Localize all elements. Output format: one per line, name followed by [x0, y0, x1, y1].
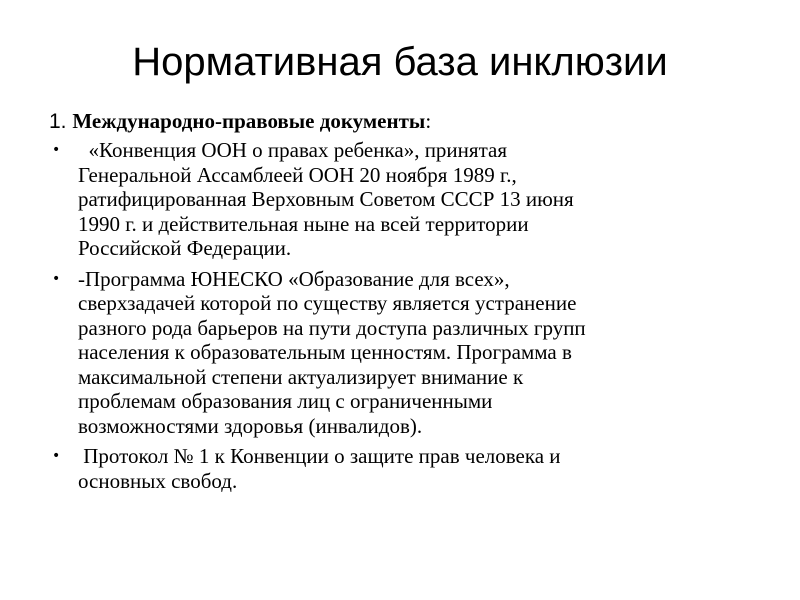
list-item-protocol [52, 444, 752, 493]
list-item-line: сверхзадачей которой по существу является устранение [78, 291, 577, 315]
bullet-list [52, 138, 752, 499]
list-item-line: населения к образовательным ценностям. Программа в [78, 340, 572, 364]
bullet-icon: • [52, 270, 61, 287]
list-item-line: Российской Федерации. [78, 236, 292, 260]
list-item-line: -Программа ЮНЕСКО «Образование для всех», [78, 266, 510, 291]
list-item-line: разного рода барьеров на пути доступа различных групп [78, 315, 586, 340]
list-item-line: максимальной степени актуализирует внимание к [78, 364, 524, 389]
list-item-line: возможностями здоровья (инвалидов). [78, 413, 423, 438]
list-item-line: Генеральной Ассамблеей ООН 20 ноября 1989 г., [78, 162, 517, 187]
list-item-line: ратифицированная Верховным Советом СССР 13 июня [78, 187, 574, 211]
list-item-convention [52, 138, 752, 261]
section-heading-suffix: : [425, 109, 432, 133]
slide-title: Нормативная база инклюзии [132, 40, 668, 84]
bullet-icon: • [52, 448, 61, 464]
list-item-unesco [52, 267, 752, 439]
list-item-line: основных свобод. [78, 468, 238, 493]
bullet-icon: • [52, 142, 61, 158]
list-item-line: проблемам образования лиц с ограниченными [78, 389, 493, 413]
list-item-line: «Конвенция ООН о правах ребенка», принятая [78, 138, 507, 162]
section-number: 1. [49, 110, 73, 133]
list-item-line: Протокол № 1 к Конвенции о защите прав человека и [78, 444, 561, 468]
section-heading [49, 108, 431, 135]
section-heading-text: Международно-правовые документы [72, 109, 426, 133]
list-item-line: 1990 г. и действительная ныне на всей территории [78, 211, 529, 236]
